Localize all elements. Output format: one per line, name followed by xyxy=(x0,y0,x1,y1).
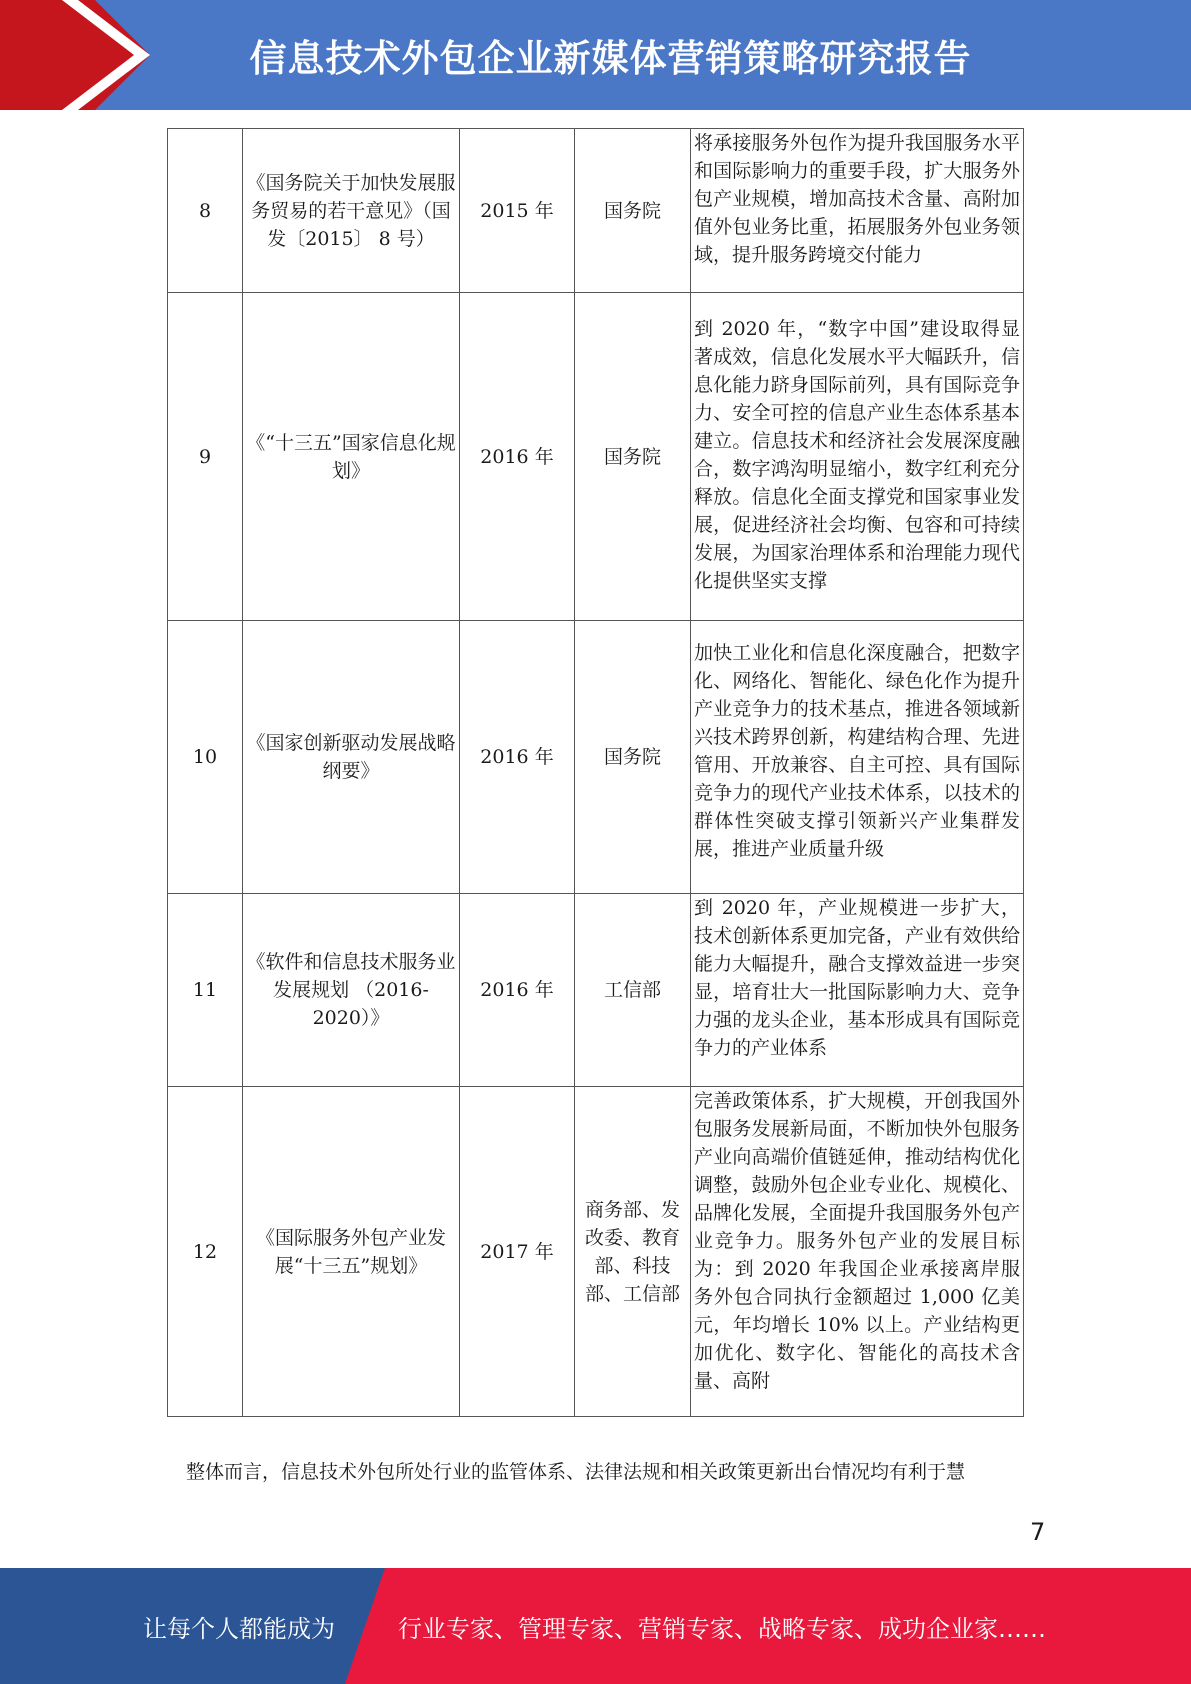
row-number: 8 xyxy=(168,129,243,293)
table-row xyxy=(168,129,1024,293)
policy-department: 国务院 xyxy=(575,293,691,621)
policy-content xyxy=(691,621,1024,894)
report-title: 信息技术外包企业新媒体营销策略研究报告 xyxy=(249,37,972,80)
policy-year: 2016 年 xyxy=(460,293,575,621)
policy-content xyxy=(691,293,1024,621)
row-number: 10 xyxy=(168,621,243,894)
policy-year: 2017 年 xyxy=(460,1087,575,1417)
policy-content-text: 加快工业化和信息化深度融合，把数字化、网络化、智能化、绿色化作为提升产业竞争力的技术基点，推进各领域新兴技术跨界创新，构建结构合理、先进管用、开放兼容、自主可控、具有国际竞争力的现代产业技术体系，以技术的群体性突破支撑引领新兴产业集群发展，推进产业质量升级 xyxy=(694,642,1020,860)
policy-year: 2016 年 xyxy=(460,894,575,1087)
policy-content xyxy=(691,1087,1024,1417)
policy-content-text: 完善政策体系，扩大规模，开创我国外包服务发展新局面，不断加快外包服务产业向高端价值链延伸，推动结构优化调整，鼓励外包企业专业化、规模化、品牌化发展，全面提升我国服务外包产业竞争力。服务外包产业的发展目标为：到 2020 年我国企业承接离岸服务外包合同执行金额超过 1,000 亿美元，年均增长 10% 以上。产业结构更加优化、数字化、智能化的高技术含量、高附 xyxy=(694,1090,1020,1392)
policy-content xyxy=(691,894,1024,1087)
table-row xyxy=(168,621,1024,894)
policy-content xyxy=(691,129,1024,293)
footer-slogan-left: 让每个人都能成为 xyxy=(143,1614,335,1643)
policy-year: 2015 年 xyxy=(460,129,575,293)
policy-content-text: 将承接服务外包作为提升我国服务水平和国际影响力的重要手段，扩大服务外包产业规模，增加高技术含量、高附加值外包业务比重，拓展服务外包业务领域，提升服务跨境交付能力 xyxy=(694,132,1020,266)
policy-department: 工信部 xyxy=(575,894,691,1087)
row-number: 12 xyxy=(168,1087,243,1417)
policy-year: 2016 年 xyxy=(460,621,575,894)
header-banner xyxy=(0,0,1191,110)
policy-content-text: 到 2020 年，产业规模进一步扩大，技术创新体系更加完备，产业有效供给能力大幅提升，融合支撑效益进一步突显，培育壮大一批国际影响力大、竞争力强的龙头企业，基本形成具有国际竞争力的产业体系 xyxy=(694,897,1020,1059)
page-number: 7 xyxy=(1030,1518,1046,1546)
policy-title: 《国际服务外包产业发展“十三五”规划》 xyxy=(243,1087,460,1417)
footer-banner xyxy=(0,1568,1191,1684)
policy-title: 《国家创新驱动发展战略纲要》 xyxy=(243,621,460,894)
policy-title: 《软件和信息技术服务业发展规划 （2016-2020）》 xyxy=(243,894,460,1087)
policy-department: 国务院 xyxy=(575,621,691,894)
policy-table xyxy=(167,128,1024,1417)
table-row xyxy=(168,1087,1024,1417)
summary-paragraph: 整体而言，信息技术外包所处行业的监管体系、法律法规和相关政策更新出台情况均有利于慧 xyxy=(186,1461,966,1483)
row-number: 11 xyxy=(168,894,243,1087)
policy-title: 《“十三五”国家信息化规划》 xyxy=(243,293,460,621)
policy-department: 国务院 xyxy=(575,129,691,293)
policy-department: 商务部、发改委、教育部、科技部、工信部 xyxy=(575,1087,691,1417)
policy-content-text: 到 2020 年，“数字中国”建设取得显著成效，信息化发展水平大幅跃升，信息化能力跻身国际前列，具有国际竞争力、安全可控的信息产业生态体系基本建立。信息技术和经济社会发展深度融合，数字鸿沟明显缩小，数字红利充分释放。信息化全面支撑党和国家事业发展，促进经济社会均衡、包容和可持续发展，为国家治理体系和治理能力现代化提供坚实支撑 xyxy=(694,318,1020,592)
policy-title: 《国务院关于加快发展服务贸易的若干意见》（国发〔2015〕 8 号） xyxy=(243,129,460,293)
row-number: 9 xyxy=(168,293,243,621)
table-row xyxy=(168,894,1024,1087)
table-row xyxy=(168,293,1024,621)
footer-slogan-right: 行业专家、管理专家、营销专家、战略专家、成功企业家…… xyxy=(398,1614,1046,1643)
